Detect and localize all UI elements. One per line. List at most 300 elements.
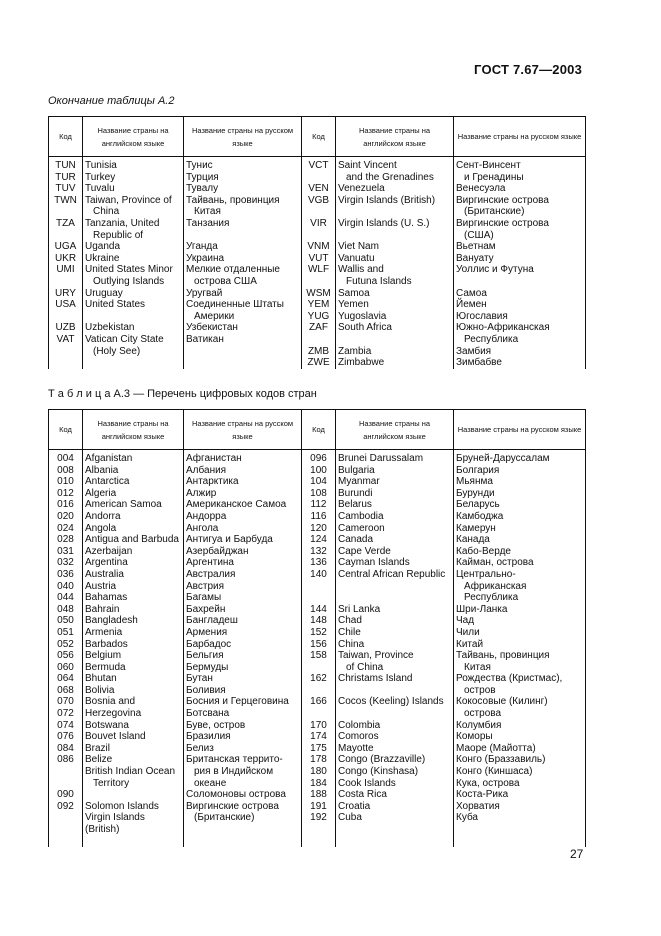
russian-name-line: Чад bbox=[456, 615, 475, 627]
english-name-line: Barbados bbox=[85, 638, 128, 650]
code-line: 178 bbox=[310, 754, 327, 766]
russian-name-line: (Британские) bbox=[194, 812, 255, 824]
russian-name-line: Самоа bbox=[456, 287, 487, 299]
code-line: TUV bbox=[55, 183, 76, 195]
code-line: TWN bbox=[54, 194, 77, 206]
russian-name-cell bbox=[454, 157, 586, 369]
russian-name-line: Андорра bbox=[186, 510, 227, 522]
english-name-cell bbox=[336, 157, 454, 369]
english-name-line: Australia bbox=[85, 568, 124, 580]
code-line: 144 bbox=[310, 603, 327, 615]
code-line: VEN bbox=[308, 183, 329, 195]
russian-name-line: Республика bbox=[464, 333, 519, 345]
code-line: 086 bbox=[57, 754, 74, 766]
russian-name-line: Маоре (Майотта) bbox=[456, 742, 536, 754]
russian-name-line: Камерун bbox=[456, 522, 496, 534]
russian-name-line: Конго (Киншаса) bbox=[456, 766, 533, 778]
header-code: Код bbox=[302, 117, 336, 157]
english-name-line: Angola bbox=[85, 522, 117, 534]
english-name-line: Zimbabwe bbox=[338, 357, 385, 369]
english-name-line: Uzbekistan bbox=[85, 322, 135, 334]
code-line: 028 bbox=[57, 534, 74, 546]
russian-name-line: Центрально- bbox=[456, 568, 516, 580]
russian-name-cell bbox=[184, 450, 302, 848]
english-name-line: Belarus bbox=[338, 499, 372, 511]
russian-name-line: Бруней-Даруссалам bbox=[456, 453, 550, 464]
english-name-line: Costa Rica bbox=[338, 789, 387, 801]
code-line: 175 bbox=[310, 742, 327, 754]
english-name-line: Armenia bbox=[85, 626, 123, 638]
code-line: URY bbox=[55, 287, 76, 299]
english-name-line: Burundi bbox=[338, 487, 373, 499]
english-name-line bbox=[338, 685, 451, 697]
code-cell bbox=[49, 157, 83, 369]
code-line: TZA bbox=[56, 217, 75, 229]
code-line: 148 bbox=[310, 615, 327, 627]
english-name-line: Bhutan bbox=[85, 673, 117, 685]
code-line: ZAF bbox=[309, 322, 328, 334]
header-english-name: Название страны на английском языке bbox=[336, 410, 454, 450]
header-english-name: Название страны на английском языке bbox=[83, 410, 184, 450]
code-line bbox=[303, 662, 334, 674]
code-line: 180 bbox=[310, 766, 327, 778]
russian-name-line: Кайман, острова bbox=[456, 557, 534, 569]
english-name-line: Canada bbox=[338, 534, 374, 546]
russian-name-cell bbox=[454, 450, 586, 848]
english-name-line: Tuvalu bbox=[85, 183, 115, 195]
english-name-line: Outlying Islands bbox=[93, 275, 165, 287]
code-line: 074 bbox=[57, 719, 74, 731]
english-name-line: United States Minor bbox=[85, 264, 173, 276]
code-line: 092 bbox=[57, 800, 74, 812]
english-name-cell bbox=[83, 157, 184, 369]
russian-name-line: Венесуэла bbox=[456, 183, 506, 195]
russian-name-line: Тунис bbox=[186, 160, 213, 171]
russian-name-line: острова США bbox=[194, 275, 257, 287]
header-english-name: Название страны на английском языке bbox=[83, 117, 184, 157]
header-code: Код bbox=[302, 410, 336, 450]
code-line bbox=[303, 592, 334, 604]
english-name-line: Virgin Islands (U. S.) bbox=[338, 217, 430, 229]
russian-name-line: Бахрейн bbox=[186, 603, 226, 615]
english-name-line: Yemen bbox=[338, 299, 369, 311]
russian-name-line: Коста-Рика bbox=[456, 789, 509, 801]
english-name-line: American Samoa bbox=[85, 499, 162, 511]
code-line: VIR bbox=[310, 217, 327, 229]
english-name-line: Antarctica bbox=[85, 476, 130, 488]
code-line: TUN bbox=[55, 160, 76, 171]
english-name-line bbox=[338, 581, 451, 593]
russian-name-line: Узбекистан bbox=[186, 322, 238, 334]
code-line: 192 bbox=[310, 812, 327, 824]
russian-name-line: Албания bbox=[186, 464, 227, 476]
english-name-line: Bosnia and Herzegovina bbox=[85, 696, 142, 720]
russian-name-line: Украина bbox=[186, 252, 225, 264]
english-name-line: Taiwan, Province bbox=[338, 650, 414, 662]
code-line: 010 bbox=[57, 476, 74, 488]
russian-name-line: Азербайджан bbox=[186, 545, 249, 557]
code-line: 191 bbox=[310, 800, 327, 812]
russian-name-line: Виргинские острова bbox=[456, 194, 549, 206]
russian-name-line: Виргинские острова bbox=[186, 800, 279, 812]
english-name-line: Chad bbox=[338, 615, 362, 627]
code-line: 070 bbox=[57, 696, 74, 708]
russian-name-line: Босния и Герцеговина bbox=[186, 696, 289, 708]
english-name-line: China bbox=[338, 638, 365, 650]
code-line: 084 bbox=[57, 742, 74, 754]
english-name-line: Belize bbox=[85, 754, 113, 766]
english-name-line: Cocos (Keeling) Islands bbox=[338, 696, 444, 708]
russian-name-line: Куба bbox=[456, 812, 478, 824]
english-name-line: Brazil bbox=[85, 742, 111, 754]
english-name-line: Viet Nam bbox=[338, 241, 379, 253]
russian-name-line: Афганистан bbox=[186, 453, 242, 464]
header-russian-name: Название страны на русском языке bbox=[184, 117, 302, 157]
english-name-line: Yugoslavia bbox=[338, 310, 387, 322]
country-codes-table-a3 bbox=[48, 409, 586, 847]
page-number: 27 bbox=[570, 847, 584, 861]
code-line: 132 bbox=[310, 545, 327, 557]
code-line bbox=[303, 276, 334, 288]
code-line: 158 bbox=[310, 650, 327, 662]
code-line: 072 bbox=[57, 708, 74, 720]
english-name-line: United States bbox=[85, 299, 146, 311]
english-name-line bbox=[338, 230, 451, 242]
russian-name-line: острова bbox=[464, 708, 502, 720]
english-name-line: Solomon Islands bbox=[85, 800, 159, 812]
code-line: 060 bbox=[57, 661, 74, 673]
english-name-line: Sri Lanka bbox=[338, 603, 381, 615]
english-name-line: Bouvet Island bbox=[85, 731, 146, 743]
code-line: 016 bbox=[57, 499, 74, 511]
english-name-line: Andorra bbox=[85, 510, 121, 522]
code-line: 031 bbox=[57, 545, 74, 557]
english-name-line bbox=[338, 592, 451, 604]
code-line: UGA bbox=[54, 241, 77, 253]
russian-name-line: Алжир bbox=[186, 487, 217, 499]
english-name-line: of China bbox=[346, 661, 384, 673]
code-line: 068 bbox=[57, 684, 74, 696]
russian-name-line: Бутан bbox=[186, 673, 213, 685]
english-name-line: Austria bbox=[85, 580, 117, 592]
russian-name-line: Виргинские острова bbox=[456, 217, 549, 229]
english-name-line: Congo (Brazzaville) bbox=[338, 754, 426, 766]
russian-name-line: Кокосовые (Килинг) bbox=[456, 696, 548, 708]
english-name-line: Uruguay bbox=[85, 287, 123, 299]
english-name-line: Territory bbox=[93, 777, 130, 789]
english-name-line: British Indian Ocean bbox=[85, 766, 176, 778]
code-line: 156 bbox=[310, 638, 327, 650]
russian-name-line: Австралия bbox=[186, 568, 236, 580]
russian-name-line bbox=[186, 357, 299, 369]
russian-name-line: Конго (Браззавиль) bbox=[456, 754, 546, 766]
code-line: TUR bbox=[55, 171, 76, 183]
russian-name-line: (Британские) bbox=[464, 206, 525, 218]
english-name-line: Azerbaijan bbox=[85, 545, 133, 557]
russian-name-line: рия в Индийском bbox=[194, 766, 274, 778]
english-name-line: Croatia bbox=[338, 800, 371, 812]
code-line bbox=[50, 346, 81, 358]
english-name-line: Cameroon bbox=[338, 522, 385, 534]
english-name-line: Bermuda bbox=[85, 661, 126, 673]
code-line: VCT bbox=[308, 160, 329, 171]
code-line: 096 bbox=[310, 453, 327, 464]
russian-name-line: Камбоджа bbox=[456, 510, 504, 522]
russian-name-line: Вьетнам bbox=[456, 241, 496, 253]
english-name-line: Algeria bbox=[85, 487, 117, 499]
english-name-line: Vanuatu bbox=[338, 252, 375, 264]
english-name-line: Tanzania, United bbox=[85, 217, 160, 229]
russian-name-line: Южно-Африканская bbox=[456, 322, 550, 334]
english-name-line: Turkey bbox=[85, 171, 116, 183]
english-name-line: Colombia bbox=[338, 719, 381, 731]
english-name-line: Botswana bbox=[85, 719, 129, 731]
code-line: VUT bbox=[308, 252, 329, 264]
russian-name-line: Ботсвана bbox=[186, 708, 230, 720]
code-line bbox=[50, 230, 81, 242]
code-line: 036 bbox=[57, 568, 74, 580]
code-line: 051 bbox=[57, 626, 74, 638]
russian-name-line: Тайвань, провинция bbox=[456, 650, 550, 662]
code-line: USA bbox=[55, 299, 76, 311]
code-line: 020 bbox=[57, 510, 74, 522]
russian-name-line: Рождества (Кристмас), bbox=[456, 673, 563, 685]
english-name-line: Bangladesh bbox=[85, 615, 138, 627]
russian-name-line: Бангладеш bbox=[186, 615, 238, 627]
russian-name-line: Аргентина bbox=[186, 557, 234, 569]
english-name-line bbox=[85, 789, 181, 801]
code-line: 024 bbox=[57, 522, 74, 534]
code-line: ZWE bbox=[307, 357, 330, 369]
russian-name-line: Мьянма bbox=[456, 476, 493, 488]
code-line bbox=[303, 581, 334, 593]
english-name-line: Comoros bbox=[338, 731, 379, 743]
english-name-line: Bolivia bbox=[85, 684, 115, 696]
code-line: 152 bbox=[310, 626, 327, 638]
russian-name-line: Коморы bbox=[456, 731, 493, 743]
english-name-line bbox=[85, 311, 181, 323]
code-line: 052 bbox=[57, 638, 74, 650]
code-line bbox=[50, 778, 81, 790]
standard-designation: ГОСТ 7.67—2003 bbox=[474, 62, 582, 77]
english-name-line: Bahamas bbox=[85, 592, 128, 604]
english-name-line: Republic of bbox=[93, 229, 144, 241]
russian-name-line: Американское Самоа bbox=[186, 499, 287, 511]
russian-name-line: остров bbox=[464, 684, 496, 696]
russian-name-line: Бельгия bbox=[186, 650, 224, 662]
code-line: 076 bbox=[57, 731, 74, 743]
russian-name-line: Болгария bbox=[456, 464, 500, 476]
header-english-name: Название страны на английском языке bbox=[336, 117, 454, 157]
russian-name-line bbox=[456, 276, 583, 288]
code-line: ZMB bbox=[307, 345, 330, 357]
english-name-line: (Holy See) bbox=[93, 345, 141, 357]
russian-name-line: океане bbox=[194, 777, 227, 789]
russian-name-line: Антигуа и Барбуда bbox=[186, 534, 273, 546]
russian-name-line: Замбия bbox=[456, 345, 492, 357]
russian-name-line: Багамы bbox=[186, 592, 222, 604]
code-line: 108 bbox=[310, 487, 327, 499]
code-line bbox=[50, 766, 81, 778]
code-line bbox=[303, 172, 334, 184]
russian-name-line: Йемен bbox=[456, 299, 487, 311]
russian-name-line: Кука, острова bbox=[456, 777, 520, 789]
code-line: 124 bbox=[310, 534, 327, 546]
russian-name-line: Республика bbox=[464, 592, 519, 604]
russian-name-line: Турция bbox=[186, 171, 219, 183]
russian-name-line: Уганда bbox=[186, 241, 218, 253]
table-a2-caption: Окончание таблицы А.2 bbox=[48, 95, 175, 107]
english-name-line: Samoa bbox=[338, 287, 370, 299]
header-russian-name: Название страны на русском языке bbox=[454, 410, 586, 450]
russian-name-line: Бермуды bbox=[186, 661, 229, 673]
russian-name-line: Тувалу bbox=[186, 183, 219, 195]
code-line bbox=[50, 311, 81, 323]
russian-name-line: Тайвань, провинция bbox=[186, 194, 280, 206]
russian-name-line: (США) bbox=[464, 229, 494, 241]
code-line: 120 bbox=[310, 522, 327, 534]
code-line: 032 bbox=[57, 557, 74, 569]
russian-name-line: Югославия bbox=[456, 310, 508, 322]
english-name-line: Chile bbox=[338, 626, 361, 638]
russian-name-line: Америки bbox=[194, 310, 235, 322]
code-line bbox=[303, 708, 334, 720]
english-name-line: Cambodia bbox=[338, 510, 384, 522]
code-line: 136 bbox=[310, 557, 327, 569]
russian-name-line: Ангола bbox=[186, 522, 219, 534]
russian-name-line: Кабо-Верде bbox=[456, 545, 511, 557]
russian-name-line: Канада bbox=[456, 534, 490, 546]
code-line: 100 bbox=[310, 464, 327, 476]
code-line: 162 bbox=[310, 673, 327, 685]
russian-name-line: Китая bbox=[464, 661, 491, 673]
russian-name-line: Уоллис и Футуна bbox=[456, 264, 534, 276]
header-code: Код bbox=[49, 117, 83, 157]
code-line: VAT bbox=[56, 333, 75, 345]
code-line: 064 bbox=[57, 673, 74, 685]
russian-name-line: Австрия bbox=[186, 580, 225, 592]
code-line: WSM bbox=[306, 287, 331, 299]
english-name-line bbox=[338, 206, 451, 218]
english-name-line: Wallis and bbox=[338, 264, 384, 276]
russian-name-line: Колумбия bbox=[456, 719, 502, 731]
code-cell bbox=[49, 450, 83, 848]
english-name-cell bbox=[336, 450, 454, 848]
code-line: 184 bbox=[310, 777, 327, 789]
english-name-line: Cayman Islands bbox=[338, 557, 410, 569]
english-name-line: Vatican City State bbox=[85, 333, 164, 345]
code-line: 166 bbox=[310, 696, 327, 708]
english-name-line: Virgin Islands (British) bbox=[85, 812, 145, 835]
table-a3-caption: Т а б л и ц а А.3 — Перечень цифровых кодов стран bbox=[48, 388, 317, 400]
code-line: 004 bbox=[57, 453, 74, 464]
code-line: 012 bbox=[57, 487, 74, 499]
code-line: 104 bbox=[310, 476, 327, 488]
english-name-line bbox=[338, 334, 451, 346]
code-line: VGB bbox=[307, 194, 330, 206]
russian-name-line: Соломоновы острова bbox=[186, 789, 286, 801]
english-name-line: Mayotte bbox=[338, 742, 374, 754]
code-line: 140 bbox=[310, 568, 327, 580]
russian-name-line bbox=[186, 230, 299, 242]
english-name-line: Afganistan bbox=[85, 453, 133, 464]
english-name-line: Bahrain bbox=[85, 603, 120, 615]
russian-name-line: и Гренадины bbox=[464, 171, 524, 183]
code-line bbox=[50, 276, 81, 288]
russian-name-line: Африканская bbox=[464, 580, 527, 592]
code-line: 112 bbox=[310, 499, 327, 511]
code-line bbox=[50, 357, 81, 369]
english-name-line bbox=[338, 708, 451, 720]
russian-name-line: Боливия bbox=[186, 684, 226, 696]
code-line: 090 bbox=[57, 789, 74, 801]
code-line: 116 bbox=[310, 510, 327, 522]
code-line: 050 bbox=[57, 615, 74, 627]
russian-name-line: Ватикан bbox=[186, 333, 224, 345]
code-line: UKR bbox=[54, 252, 77, 264]
english-name-line: Congo (Kinshasa) bbox=[338, 766, 419, 778]
english-name-line: Antigua and Barbuda bbox=[85, 534, 179, 546]
code-line: 008 bbox=[57, 464, 74, 476]
english-name-cell bbox=[83, 450, 184, 848]
russian-name-cell bbox=[184, 157, 302, 369]
english-name-line: Saint Vincent bbox=[338, 160, 397, 171]
english-name-line bbox=[85, 357, 181, 369]
code-cell bbox=[302, 450, 336, 848]
english-name-line: Albania bbox=[85, 464, 119, 476]
english-name-line: Taiwan, Province of bbox=[85, 194, 172, 206]
russian-name-line: Вануату bbox=[456, 252, 494, 264]
code-line: UZB bbox=[55, 322, 76, 334]
russian-name-line: Соединенные Штаты bbox=[186, 299, 284, 311]
russian-name-line: Мелкие отдаленные bbox=[186, 264, 280, 276]
russian-name-line: Танзания bbox=[186, 217, 230, 229]
english-name-line: Venezuela bbox=[338, 183, 385, 195]
english-name-line: Belgium bbox=[85, 650, 122, 662]
russian-name-line: Шри-Ланка bbox=[456, 603, 508, 615]
code-line: 048 bbox=[57, 603, 74, 615]
english-name-line: Virgin Islands (British) bbox=[338, 194, 436, 206]
russian-name-line: Бразилия bbox=[186, 731, 231, 743]
code-line: UMI bbox=[56, 264, 75, 276]
english-name-line: South Africa bbox=[338, 322, 392, 334]
header-code: Код bbox=[49, 410, 83, 450]
country-codes-table-a2 bbox=[48, 116, 586, 369]
russian-name-line: Бурунди bbox=[456, 487, 495, 499]
english-name-line: Ukraine bbox=[85, 252, 120, 264]
russian-name-line: Белиз bbox=[186, 742, 214, 754]
code-line: YEM bbox=[307, 299, 330, 311]
english-name-line: Cuba bbox=[338, 812, 362, 824]
english-name-line: Myanmar bbox=[338, 476, 380, 488]
russian-name-line: Антарктика bbox=[186, 476, 239, 488]
english-name-line: Futuna Islands bbox=[346, 275, 412, 287]
header-russian-name: Название страны на русском языке bbox=[454, 117, 586, 157]
english-name-line bbox=[85, 836, 181, 848]
russian-name-line: Барбадос bbox=[186, 638, 232, 650]
english-name-line: Cape Verde bbox=[338, 545, 391, 557]
code-line: 056 bbox=[57, 650, 74, 662]
english-name-line: Central African Republic bbox=[338, 568, 446, 580]
english-name-line: Uganda bbox=[85, 241, 121, 253]
english-name-line: Brunei Darussalam bbox=[338, 453, 424, 464]
english-name-line: China bbox=[93, 206, 120, 218]
header-russian-name: Название страны на русском языке bbox=[184, 410, 302, 450]
code-line: 188 bbox=[310, 789, 327, 801]
code-line: 044 bbox=[57, 592, 74, 604]
english-name-line: Argentina bbox=[85, 557, 128, 569]
russian-name-line: Китая bbox=[194, 206, 221, 218]
